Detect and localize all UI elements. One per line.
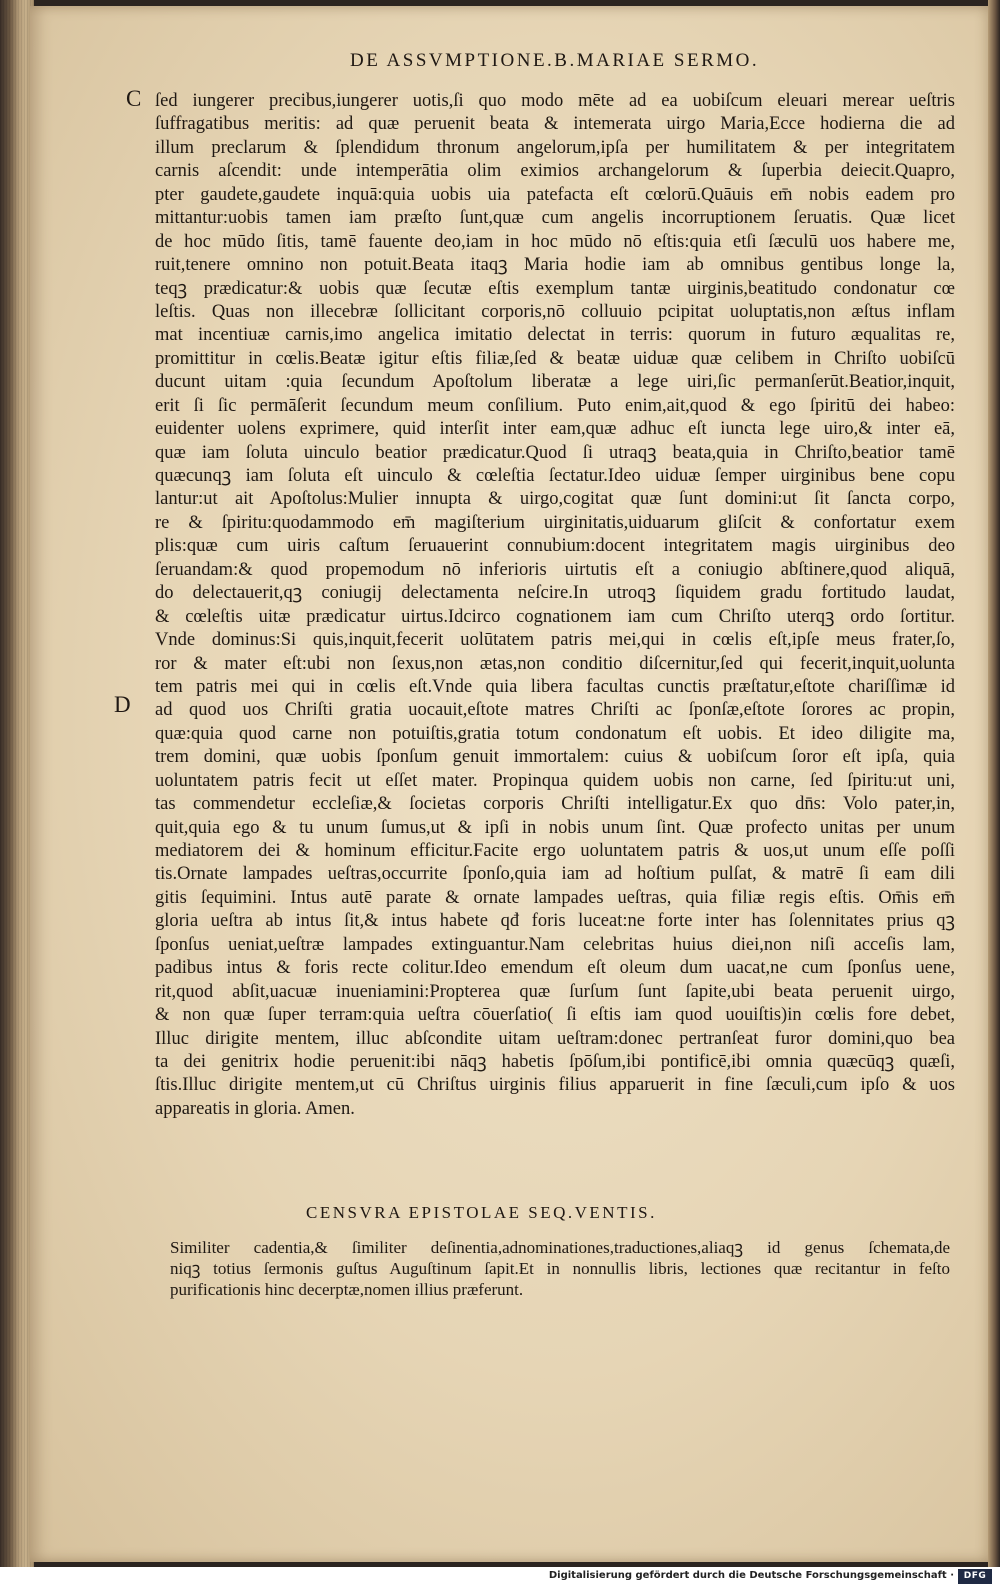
marginal-letter-d: D xyxy=(114,692,131,717)
sermon-line: leſtis. Quas non illecebræ ſollicitant corporis,nō colluuio pcipitat uoluptatis,non æſtus inflam xyxy=(155,301,955,322)
sermon-line: appareatis in gloria. Amen. xyxy=(155,1098,355,1119)
sermon-line: promittitur in cœlis.Beatæ igitur eſtis filiæ,ſed & beatæ uiduæ quæ celibem in Chriſto uobiſcū xyxy=(155,348,955,369)
book-left-edge xyxy=(0,0,34,1567)
sermon-line: mediatorem dei & hominum efficitur.Facite ergo uoluntatem patris & uos,ut unum eſſe poſſi xyxy=(155,841,955,861)
sermon-line: uoluntatem patris fecit ut eſſet mater. Propinqua quidem uobis non carne, ſed ſpiritu:ut uni, xyxy=(155,770,955,791)
sermon-line: quit,quia ego & tu unum ſumus,ut & ipſi in nobis unum ſint. Quæ profecto unitas per unum xyxy=(155,817,955,838)
sermon-line: euidenter uolens exprimere, quid interſit inter eam,quæ adhuc eſt iuncta lege uiro,& inter eā, xyxy=(155,419,955,440)
sermon-line: rit,quod abſit,uacuæ inueniamini:Propterea quæ ſurſum ſunt ſapite,ubi beata peruenit uirgo, xyxy=(155,981,955,1002)
sermon-line: Vnde dominus:Si quis,inquit,fecerit uolūtatem patris mei,qui in cœlis eſt,ipſe meus frater,ſo, xyxy=(155,630,955,651)
sermon-line: gitis ſequimini. Intus autē parate & ornate lampades ueſtras, quia filiæ regis eſtis. Om̄is em̄ xyxy=(155,887,955,908)
sermon-line: ſtis.Illuc dirigite mentem,ut cū Chriſtus uirginis filius apparuerit in fine ſæculi,cum ipſo & uos xyxy=(155,1075,955,1096)
sermon-line: ſeruandam:& quod propemodum nō inferioris uirtutis eſt a coniugio abſtinere,quod aliquā, xyxy=(155,559,955,580)
censura-heading: CENSVRA EPISTOLAE SEQ.VENTIS. xyxy=(306,1203,657,1222)
sermon-line: tem patris mei qui in cœlis eſt.Vnde quia libera facultas cunctis præſtatur,eſtote chariſſimæ id xyxy=(155,676,955,697)
page-paper xyxy=(30,6,990,1562)
sermon-line: de hoc mūdo ſitis, tamē fauente deo,iam in hoc mūdo nō eſtis:quia etſi ſæculū uos habere me, xyxy=(155,231,955,252)
sermon-line: ad quod uos Chriſti gratia uocauit,eſtote matres Chriſti ac ſponſæ,eſtote ſorores ac propin, xyxy=(155,700,955,721)
sermon-line: erit ſi ſic permāſerit ſecundum meum conſilium. Puto enim,ait,quod & ego ſpiritū dei habeo: xyxy=(155,395,955,416)
censura-line: Similiter cadentia,& ſimiliter deſinentia,adnominationes,traductiones,aliaqꝫ id genus ſchemata,de xyxy=(170,1238,950,1257)
sermon-line: illum preclarum & ſplendidum thronum angelorum,ipſa per humilitatem & per integritatem xyxy=(155,137,955,158)
sermon-line: ducunt uitam :quia ſecundum Apoſtolum liberatæ a lege uiri,ſic permanſerūt.Beatior,inquit, xyxy=(155,372,955,393)
sermon-line: plis:quæ cum uiris caſtum ſeruauerint connubium:docent integritatem magis uirginibus deo xyxy=(155,536,955,557)
censura-line: niqꝫ totius ſermonis guſtus Auguſtinum ſapit.Et in nonnullis libris, lectiones quæ recitantur in feſto xyxy=(170,1259,950,1278)
sermon-line: pter gaudete,gaudete inquā:quia uobis uia patefacta eſt cœlorū.Quāuis em̄ nobis eadem pro xyxy=(155,184,955,205)
sermon-line: tis.Ornate lampades ueſtras,occurrite ſponſo,quia iam ad hoſtium pulſat, & matrē ſi eam dili xyxy=(155,864,955,885)
dfg-logo: DFG xyxy=(958,1569,992,1584)
sermon-text-block xyxy=(155,90,955,1121)
sermon-line: quæ iam ſoluta uinculo beatior prædicatur.Quod ſi utraqꝫ beata,quia in Chriſto,beatior tamē xyxy=(155,442,955,463)
sermon-line: teqꝫ prædicatur:& uobis quæ ſecutæ eſtis exemplum tantæ uirginis,beatitudo condonatur cœ xyxy=(155,278,955,299)
sermon-line: lantur:ut ait Apoſtolus:Mulier innupta & uirgo,cogitat quæ ſunt domini:ut ſit ſancta corpo, xyxy=(155,489,955,510)
footer-bar xyxy=(0,1567,1000,1587)
sermon-line: trem domini, quæ uobis ſponſum genuit immortalem: cuius & uobiſcum ſoror eſt ipſa, quia xyxy=(155,747,955,768)
sermon-line: mat incentiuæ carnis,imo angelica imitatio delectat in terris: quorum in futuro æqualitas re, xyxy=(155,325,955,346)
sermon-line: & cœleſtis uitæ prædicatur uirtus.Idcirco cognationem iam cum Chriſto uterqꝫ ordo ſortitur. xyxy=(155,606,955,627)
marginal-letter-c: C xyxy=(126,86,142,111)
sermon-line: gloria ueſtra ab intus ſit,& intus habete qđ foris luceat:ne forte inter has ſolennitates prius qꝫ xyxy=(155,911,955,932)
sermon-line: ſed iungerer precibus,iungerer uotis,ſi quo modo mēte ad ea uobiſcum eleuari merear ueſtris xyxy=(155,91,955,111)
sermon-line: ſuffragatibus meritis: ad quæ peruenit beata & intemerata uirgo Maria,Ecce hodierna die ad xyxy=(155,114,955,135)
sermon-line: tas commendetur eccleſiæ,& ſocietas corporis Chriſti intelligatur.Ex quo dn̄s: Volo pater,in, xyxy=(155,794,955,815)
sermon-line: ſponſus ueniat,ueſtræ lampades extinguantur.Nam celebritas huius diei,non niſi acceſis lam, xyxy=(155,934,955,955)
sermon-line: quæ:quia quod carne non potuiſtis,gratia totum condonatum eſt uobis. Et ideo diligite ma, xyxy=(155,723,955,744)
censura-line: purificationis hinc decerptæ,nomen illius præferunt. xyxy=(170,1280,524,1299)
sermon-line: quæcunqꝫ iam ſoluta eſt uinculo & cœleſtia ſectatur.Ideo uiduæ ſemper uirginibus bene copu xyxy=(155,466,955,486)
sermon-line: carnis aſcendit: unde intemperātia olim eximios archangelorum & ſuperbia deiecit.Quapro, xyxy=(155,161,955,182)
sermon-line: padibus intus & foris recte colitur.Ideo emendum eſt oleum dum uacat,ne cum ſponſus uene, xyxy=(155,958,955,979)
sermon-line: ror & mater eſt:ubi non ſexus,non ætas,non conditio diſcernitur,ſed qui fecerit,inquit,uolunta xyxy=(155,653,955,674)
book-right-edge xyxy=(988,0,1000,1567)
sermon-line: mittantur:uobis tamen iam præſto ſunt,quæ cum angelis incorruptionem ſeruatis. Quæ licet xyxy=(155,208,955,229)
sermon-line: ta dei genitrix hodie peruenit:ibi nāqꝫ habetis ſpōſum,ibi pontificē,ibi omnia quæcūqꝫ quæſi, xyxy=(155,1051,955,1072)
footer-credit: Digitalisierung gefördert durch die Deutsche Forschungsgemeinschaft · xyxy=(548,1570,954,1581)
censura-text-block xyxy=(170,1237,950,1300)
sermon-line: do delectauerit,qꝫ coniugij delectamenta neſcire.In utroqꝫ ſiquidem gradu fortitudo laudat, xyxy=(155,583,955,604)
sermon-line: Illuc dirigite mentem, illuc abſcondite uitam ueſtram:donec pertranſeat furor domini,quo bea xyxy=(155,1028,955,1049)
sermon-line: re & ſpiritu:quodammodo em̄ magiſterium uirginitatis,uiduarum gliſcit & confortatur exem xyxy=(155,512,955,533)
sermon-line: & non quæ ſuper terram:quia ueſtra cōuerſatio( ſi eſtis iam quod uouiſtis)in cœlis fore debet, xyxy=(155,1005,955,1026)
sermon-line: ruit,tenere omnino non potuit.Beata itaqꝫ Maria hodie iam ab omnibus gentibus longe la, xyxy=(155,255,955,276)
running-head: DE ASSVMPTIONE.B.MARIAE SERMO. xyxy=(350,50,760,71)
